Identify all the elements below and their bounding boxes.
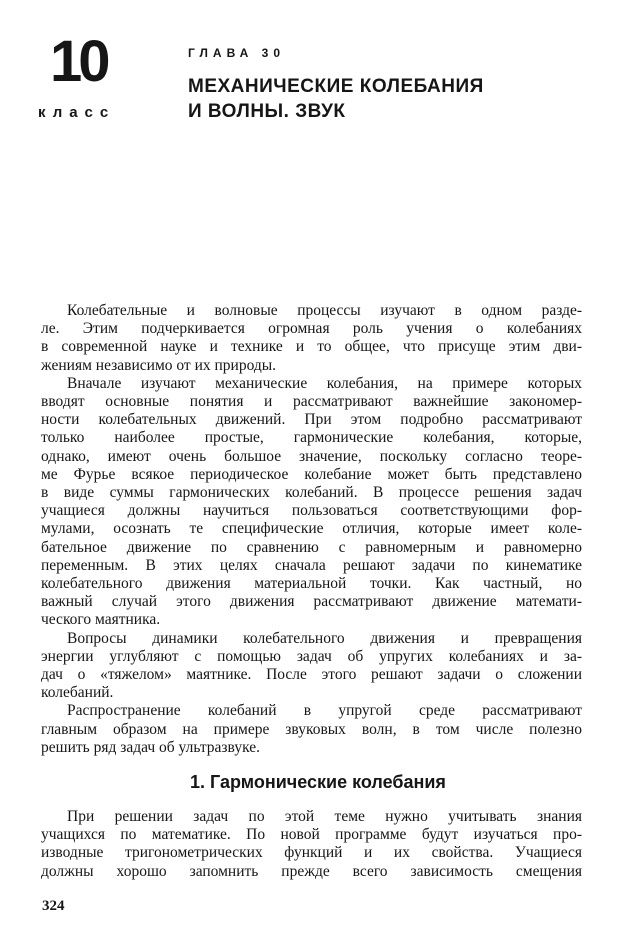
text-line: При решении задач по этой теме нужно учитывать знания <box>67 808 582 825</box>
text-line: Колебательные и волновые процессы изучают в одном разде- <box>67 302 582 319</box>
text-line: мулами, осознать те специфические отличия, которые имеет коле- <box>41 520 582 538</box>
text-line: учащихся по математике. По новой программе будут изучаться про- <box>41 826 582 844</box>
grade-label: класс <box>38 104 116 121</box>
text-line: вводят основные понятия и рассматривают важнейшие закономер- <box>41 393 582 411</box>
text-line: только наиболее простые, гармонические колебания, которые, <box>41 429 582 447</box>
grade-number: 10 <box>50 29 107 94</box>
text-line: важный случай этого движения рассматривают движение математи- <box>41 593 582 611</box>
section-text <box>41 808 582 881</box>
text-line: в современной науке и технике и то общее, что присуще этим дви- <box>41 338 582 356</box>
text-line: колебаний. <box>41 684 114 702</box>
text-line: бательное движение по сравнению с равномерным и равномерно <box>41 538 582 556</box>
chapter-title-line: И ВОЛНЫ. ЗВУК <box>188 101 346 122</box>
text-line: главным образом на примере звуковых волн, в том числе полезно <box>41 720 582 738</box>
text-line: энергии углубляют с помощью задач об упругих колебаниях и за- <box>41 647 582 665</box>
text-line: учащиеся должны научиться пользоваться соответствующими фор- <box>41 502 582 520</box>
intro-text <box>41 302 582 757</box>
text-line: ме Фурье всякое периодическое колебание может быть представлено <box>41 465 582 483</box>
text-line: в виде суммы гармонических колебаний. В процессе решения задач <box>41 484 582 502</box>
text-line: ческого маятника. <box>41 611 161 629</box>
text-line: решить ряд задач об ультразвуке. <box>41 738 260 756</box>
chapter-title <box>188 74 484 124</box>
text-line: Распространение колебаний в упругой среде рассматривают <box>67 702 582 720</box>
text-line: изводные тригонометрических функций и их свойства. Учащиеся <box>41 844 582 862</box>
text-line: Вопросы динамики колебательного движения и превращения <box>67 629 582 647</box>
text-line: ле. Этим подчеркивается огромная роль учения о колебаниях <box>41 320 582 338</box>
page-number: 324 <box>42 898 65 914</box>
text-line: однако, имеют очень большое значение, поскольку согласно теоре- <box>41 447 582 465</box>
text-line: дач о «тяжелом» маятнике. После этого решают задачи о сложении <box>41 666 582 684</box>
text-line: переменным. В этих целях сначала решают задачи по кинематике <box>41 556 582 574</box>
chapter-title-line: МЕХАНИЧЕСКИЕ КОЛЕБАНИЯ <box>188 76 484 97</box>
text-line: колебательного движения материальной точки. Как частный, но <box>41 575 582 593</box>
text-line: должны хорошо запомнить прежде всего зависимость смещения <box>41 862 582 880</box>
text-line: жениям независимо от их природы. <box>41 356 277 374</box>
section-heading: 1. Гармонические колебания <box>190 772 446 792</box>
chapter-label: ГЛАВА 30 <box>188 46 286 60</box>
text-line: Вначале изучают механические колебания, на примере которых <box>67 374 582 392</box>
text-line: ности колебательных движений. При этом подробно рассматривают <box>41 411 582 429</box>
